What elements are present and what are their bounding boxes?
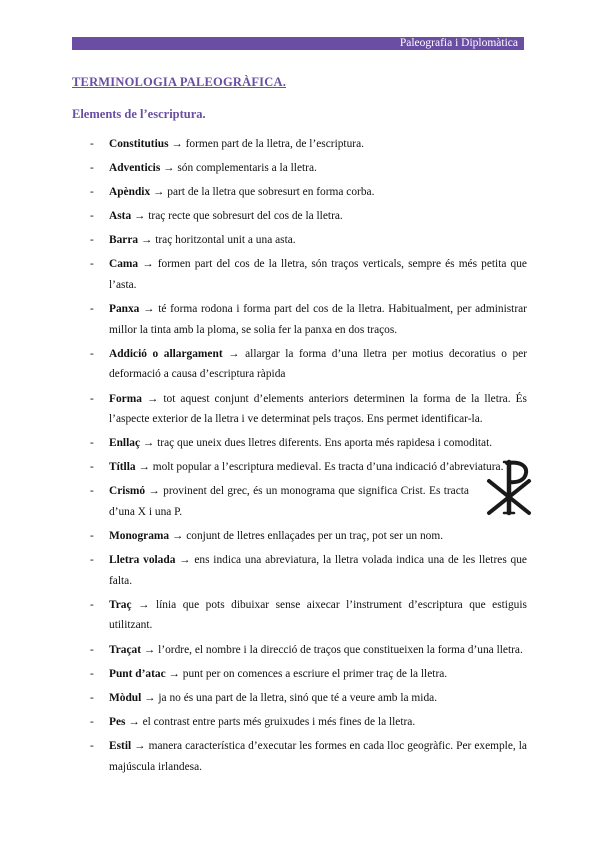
term-item <box>90 433 527 454</box>
bullet-dash: - <box>90 138 94 150</box>
term-item <box>90 664 527 685</box>
term-item <box>90 389 527 430</box>
term-definition: manera característica d’executar les formes en cada lloc geogràfic. Per exemple, la majúscula irlandesa. <box>109 739 527 773</box>
bullet-dash: - <box>90 485 94 498</box>
term-definition: traç horitzontal unit a una asta. <box>155 234 296 247</box>
term-name: Títlla <box>109 461 136 474</box>
bullet-dash: - <box>90 303 94 316</box>
arrow-icon: → <box>142 258 154 271</box>
term-definition: ja no és una part de la lletra, sinó que té a veure amb la mida. <box>158 691 438 704</box>
term-definition: part de la lletra que sobresurt en forma corba. <box>167 186 375 199</box>
bullet-dash: - <box>90 437 94 450</box>
bullet-dash: - <box>90 258 94 271</box>
term-definition: provinent del grec, és un monograma que significa Crist. Es tracta d’una X i una P. <box>109 485 469 518</box>
arrow-icon: → <box>171 138 183 150</box>
term-item <box>90 640 527 661</box>
term-definition: allargar la forma d’una lletra per motius decoratius o per deformació a causa d’escriptura ràpida <box>109 347 527 381</box>
terms-list <box>90 134 527 781</box>
bullet-dash: - <box>90 667 94 680</box>
term-definition: l’ordre, el nombre i la direcció de traços que constitueixen la forma d’una lletra. <box>158 643 523 656</box>
term-name: Enllaç <box>109 437 141 450</box>
bullet-dash: - <box>90 554 94 567</box>
term-definition: traç recte que sobresurt del cos de la lletra. <box>148 210 343 223</box>
section-subtitle: Elements de l’escriptura. <box>72 107 206 121</box>
term-item <box>90 206 527 227</box>
term-definition: tot aquest conjunt d’elements anteriors determinen la forma de la lletra. És l’aspecte exterior de la lletra i ve determinat pels traços. Ens permet identificar-la. <box>109 392 527 426</box>
term-definition: formen part de la lletra, de l’escriptura. <box>185 138 364 150</box>
term-item <box>90 457 527 478</box>
arrow-icon: → <box>146 392 159 405</box>
bullet-dash: - <box>90 347 94 360</box>
term-name: Adventicis <box>109 162 161 175</box>
arrow-icon: → <box>143 643 156 656</box>
bullet-dash: - <box>90 234 94 247</box>
term-item <box>90 736 527 777</box>
term-name: Crismó <box>109 485 146 498</box>
term-item <box>90 299 527 340</box>
term-item <box>90 158 527 179</box>
arrow-icon: → <box>128 715 140 728</box>
bullet-dash: - <box>90 392 94 405</box>
term-item <box>90 526 527 547</box>
term-name: Apèndix <box>109 186 151 199</box>
term-name: Punt d’atac <box>109 667 166 680</box>
term-definition: molt popular a l’escriptura medieval. Es tracta d’una indicació d’abreviatura. <box>152 461 504 474</box>
term-definition: són complementaris a la lletra. <box>177 162 317 175</box>
arrow-icon: → <box>179 554 191 567</box>
term-name: Traçat <box>109 643 142 656</box>
bullet-dash: - <box>90 162 94 175</box>
term-name: Traç <box>109 598 132 611</box>
term-item <box>90 712 527 733</box>
term-item <box>90 481 527 522</box>
arrow-icon: → <box>138 461 150 474</box>
term-definition: ens indica una abreviatura, la lletra volada indica una de les lletres que falta. <box>109 554 527 587</box>
term-definition: formen part del cos de la lletra, són traços verticals, sempre és més petita que l’asta. <box>109 258 527 292</box>
arrow-icon: → <box>163 162 175 175</box>
bullet-dash: - <box>90 186 94 199</box>
arrow-icon: → <box>171 530 184 543</box>
arrow-icon: → <box>140 234 153 247</box>
arrow-icon: → <box>144 691 156 704</box>
term-item <box>90 134 527 155</box>
term-item <box>90 550 527 591</box>
term-definition: traç que uneix dues lletres diferents. Ens aporta més rapidesa i comoditat. <box>157 437 493 450</box>
term-name: Panxa <box>109 303 140 316</box>
term-item <box>90 254 527 295</box>
term-name: Mòdul <box>109 691 142 704</box>
term-name: Constitutius <box>109 138 169 150</box>
bullet-dash: - <box>90 739 94 752</box>
term-name: Monograma <box>109 530 170 543</box>
arrow-icon: → <box>134 739 146 752</box>
bullet-dash: - <box>90 598 94 611</box>
arrow-icon: → <box>143 303 155 316</box>
term-item <box>90 230 527 251</box>
term-definition: conjunt de lletres enllaçades per un traç, pot ser un nom. <box>186 530 444 543</box>
term-name: Barra <box>109 234 139 247</box>
term-item <box>90 688 527 709</box>
term-name: Forma <box>109 392 142 405</box>
arrow-icon: → <box>153 186 165 199</box>
bullet-dash: - <box>90 643 94 656</box>
header-title: Paleografia i Diplomàtica <box>399 37 518 49</box>
term-definition: punt per on comences a escriure el primer traç de la lletra. <box>182 667 448 680</box>
arrow-icon: → <box>138 598 150 611</box>
header-bar <box>72 37 524 50</box>
term-item <box>90 344 527 385</box>
arrow-icon: → <box>142 437 155 450</box>
bullet-dash: - <box>90 691 94 704</box>
arrow-icon: → <box>148 485 160 498</box>
arrow-icon: → <box>134 210 146 223</box>
page-title: TERMINOLOGIA PALEOGRÀFICA. <box>72 75 287 89</box>
term-name: Estil <box>109 739 132 752</box>
term-item <box>90 595 527 636</box>
term-name: Cama <box>109 258 139 271</box>
term-definition: línia que pots dibuixar sense aixecar l’instrument d’escriptura que estiguis utilitzant. <box>109 598 527 632</box>
term-item <box>90 182 527 203</box>
bullet-dash: - <box>90 210 94 223</box>
term-name: Lletra volada <box>109 554 176 567</box>
arrow-icon: → <box>228 347 240 360</box>
term-name: Asta <box>109 210 132 223</box>
term-name: Addició o allargament <box>109 347 223 360</box>
arrow-icon: → <box>168 667 180 680</box>
bullet-dash: - <box>90 461 94 474</box>
term-name: Pes <box>109 715 126 728</box>
term-definition: té forma rodona i forma part del cos de la lletra. Habitualment, per administrar millor la tinta amb la ploma, se solia fer la panxa en dos traços. <box>109 303 527 336</box>
term-definition: el contrast entre parts més gruixudes i més fines de la lletra. <box>142 715 416 728</box>
chi-rho-icon <box>484 458 534 516</box>
bullet-dash: - <box>90 715 94 728</box>
bullet-dash: - <box>90 530 94 543</box>
